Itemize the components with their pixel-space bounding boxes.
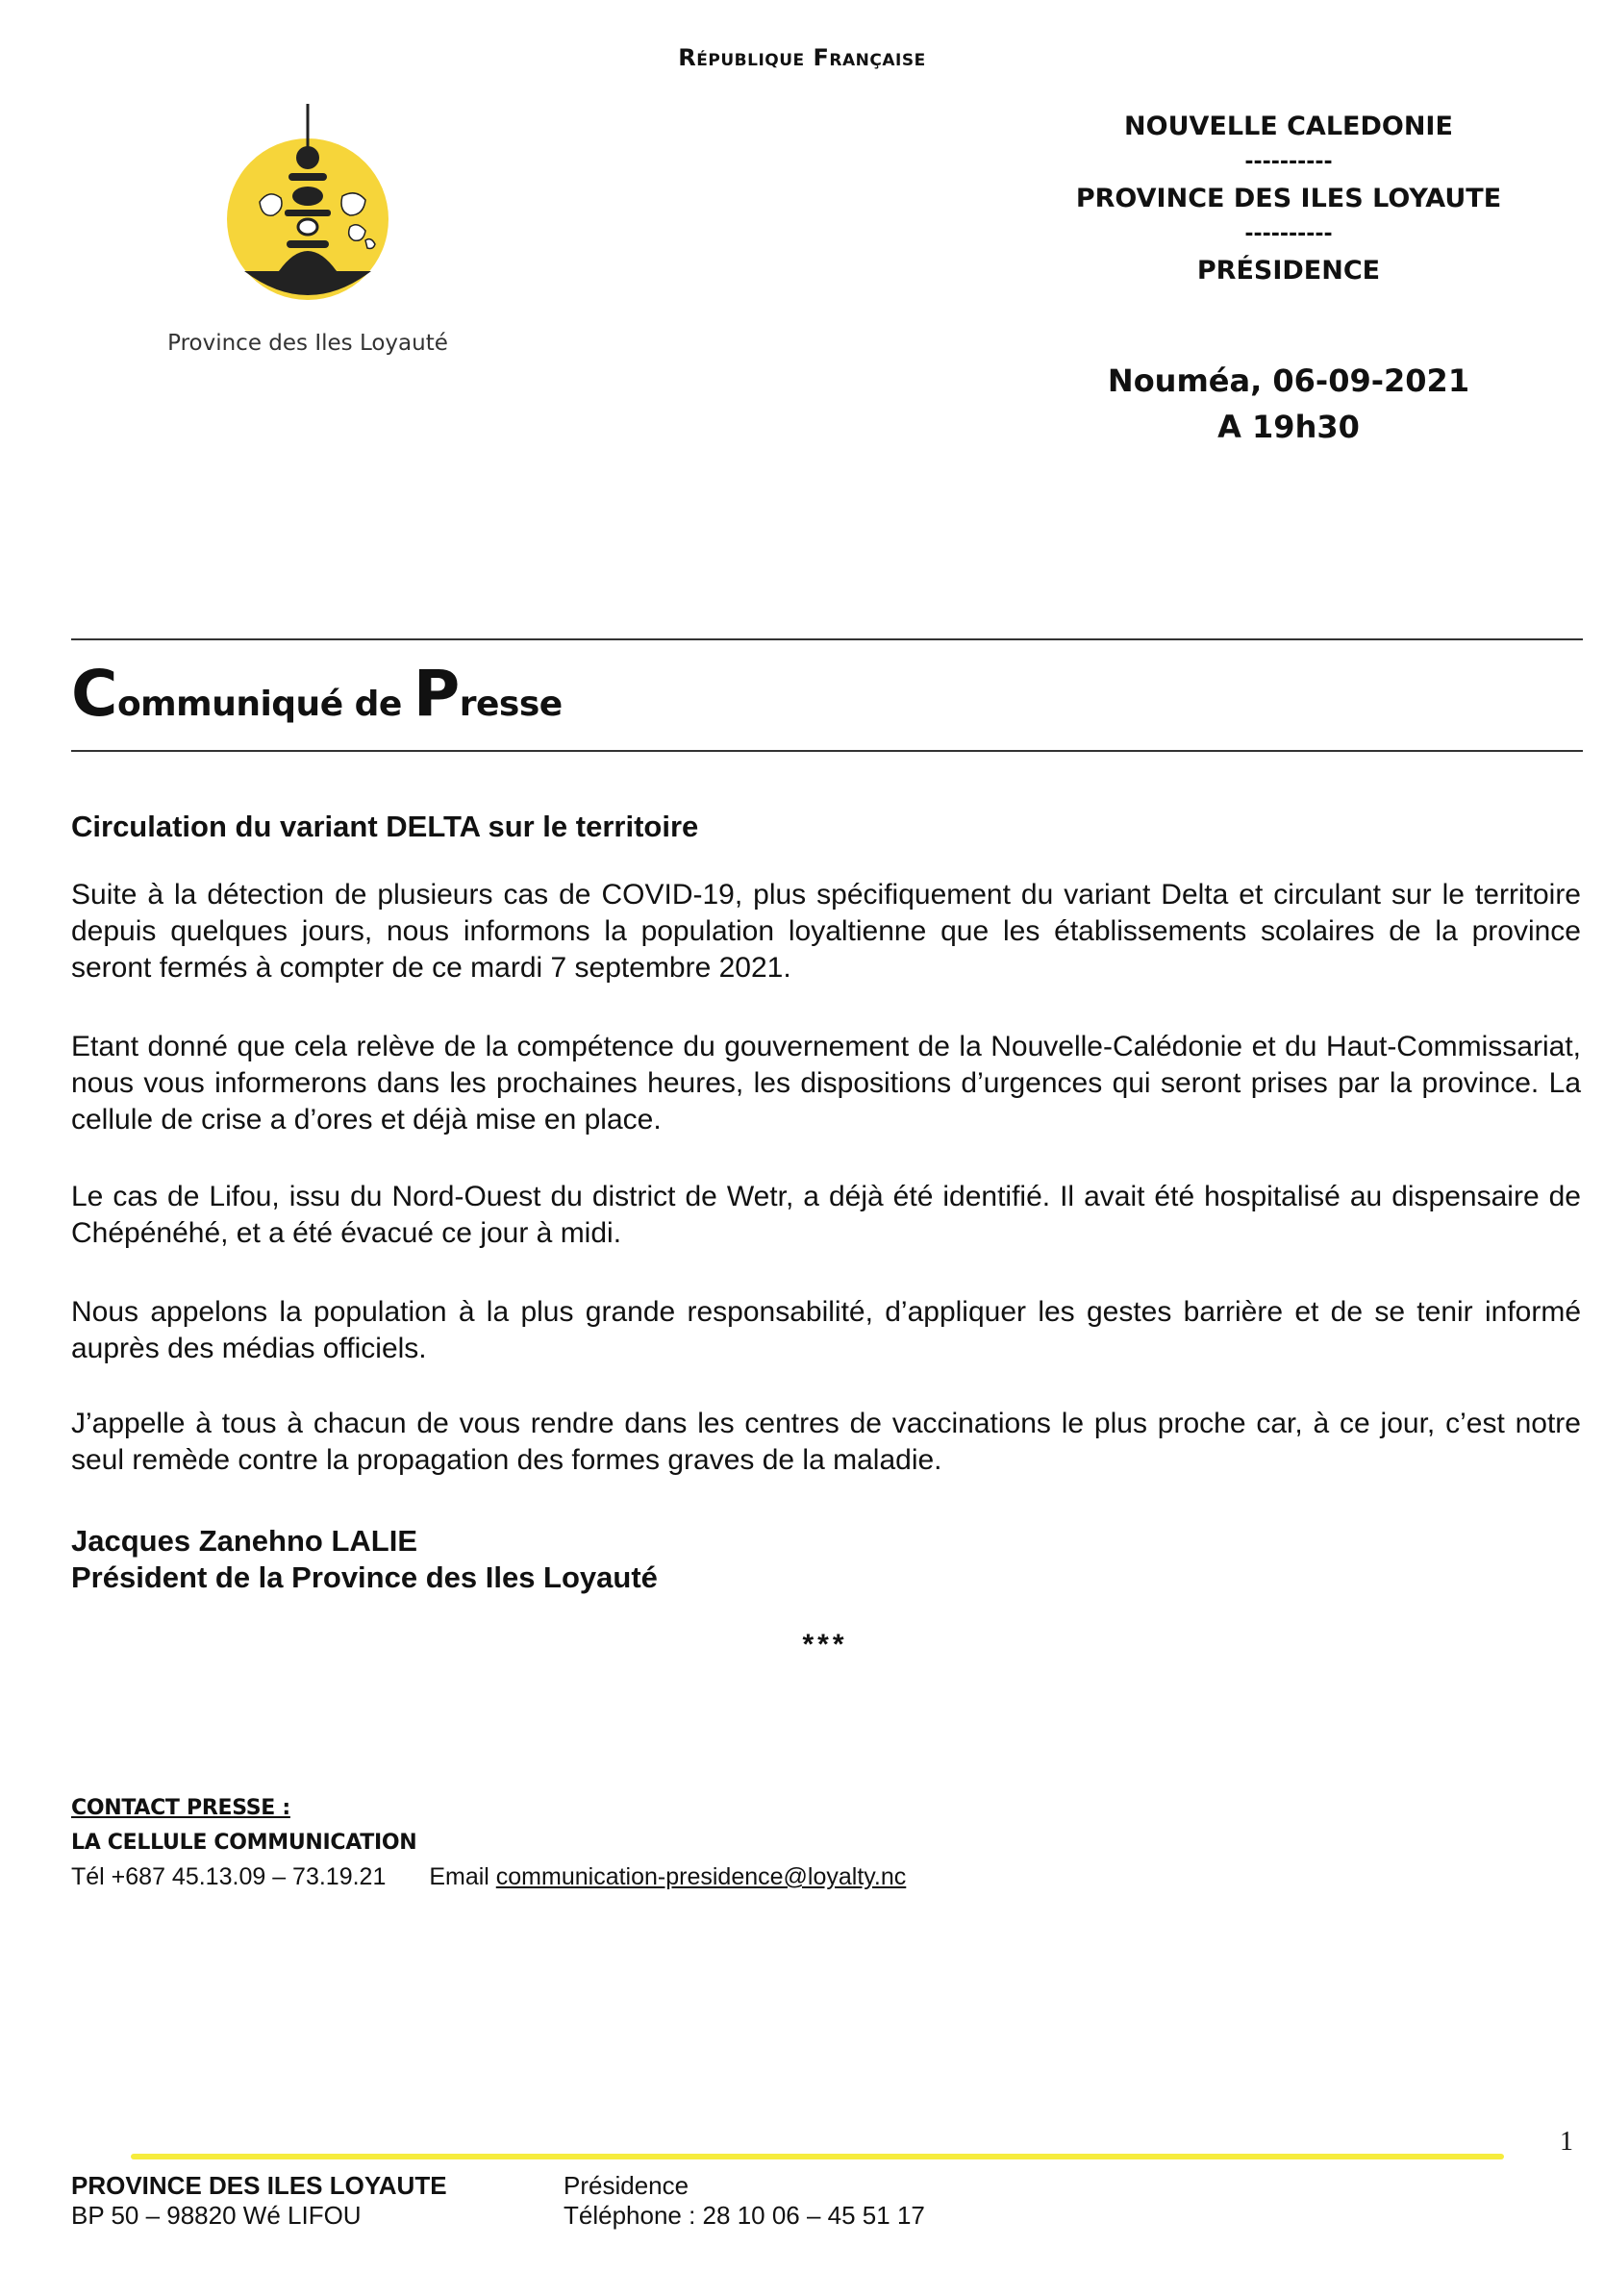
paragraph: Etant donné que cela relève de la compétence du gouvernement de la Nouvelle-Calédonie et du Haut-Commissariat, nous vous informerons dans les prochaines heures, les dispositions d’urgences qui seront prises par la province. La cellule de crise a d’ores et déjà mise en place. <box>71 1031 1581 1136</box>
email-label: Email <box>429 1863 489 1890</box>
province-name: PROVINCE DES ILES LOYAUTE <box>1075 184 1502 213</box>
title-part-1: ommuniqué de <box>116 685 414 724</box>
document-title <box>71 654 563 745</box>
province-logo-icon <box>154 96 462 327</box>
paragraph: Nous appelons la population à la plus grande responsabilité, d’appliquer les gestes barrière et de se tenir informé auprès des médias officiels. <box>71 1296 1581 1364</box>
paragraph: J’appelle à tous à chacun de vous rendre dans les centres de vaccinations le plus proche car, à ce jour, c’est notre seul remède contre la propagation des formes graves de la maladie. <box>71 1408 1581 1476</box>
paragraph: Le cas de Lifou, issu du Nord-Ouest du district de Wetr, a déjà été identifié. Il avait été hospitalisé au dispensaire de Chépénéhé, et a été évacué ce jour à midi. <box>71 1181 1581 1249</box>
title-part-2: resse <box>459 685 563 724</box>
separator: ---------- <box>1244 222 1333 246</box>
footer-yellow-line <box>131 2154 1504 2159</box>
footer-office-name: Présidence <box>564 2171 689 2200</box>
republique-francaise-heading: République Française <box>678 44 926 71</box>
signature-name: Jacques Zanehno LALIE <box>71 1524 418 1558</box>
email-link[interactable]: communication-presidence@loyalty.nc <box>495 1863 907 1890</box>
date-block <box>1039 358 1539 450</box>
title-rule-bottom <box>71 750 1583 752</box>
subject-heading: Circulation du variant DELTA sur le territoire <box>71 810 699 843</box>
paragraph: Suite à la détection de plusieurs cas de COVID-19, plus spécifiquement du variant Delta et circulant sur le territoire depuis quelques jours, nous informons la population loyaltienne que les établissements scolaires de la province seront fermés à compter de ce mardi 7 septembre 2021. <box>71 879 1581 984</box>
footer-office <box>564 2171 925 2231</box>
contact-phone: Tél +687 45.13.09 – 73.19.21 <box>71 1863 387 1890</box>
office-name: PRÉSIDENCE <box>1196 256 1381 286</box>
title-rule-top <box>71 638 1583 640</box>
footer-postal: BP 50 – 98820 Wé LIFOU <box>71 2201 362 2230</box>
footer-org: PROVINCE DES ILES LOYAUTE <box>71 2171 447 2200</box>
section-separator-stars: *** <box>802 1629 848 1660</box>
signature-block <box>71 1523 658 1596</box>
title-cap-c: C <box>71 657 117 731</box>
footer-address <box>71 2171 447 2231</box>
date-line: Nouméa, 06-09-2021 <box>1107 362 1470 399</box>
signature-title: Président de la Province des Iles Loyauté <box>71 1560 658 1594</box>
region-name: NOUVELLE CALEDONIE <box>1124 112 1453 141</box>
page-number: 1 <box>1560 2127 1573 2157</box>
separator: ---------- <box>1244 150 1333 174</box>
time-line: A 19h30 <box>1217 409 1360 445</box>
footer-phone: Téléphone : 28 10 06 – 45 51 17 <box>564 2201 925 2230</box>
logo-caption: Province des Iles Loyauté <box>167 331 448 356</box>
contact-label: CONTACT PRESSE : <box>71 1796 290 1820</box>
contact-line <box>71 1863 906 1891</box>
issuer-block <box>990 108 1587 289</box>
contact-cell: LA CELLULE COMMUNICATION <box>71 1831 417 1855</box>
title-cap-p: P <box>413 657 460 731</box>
